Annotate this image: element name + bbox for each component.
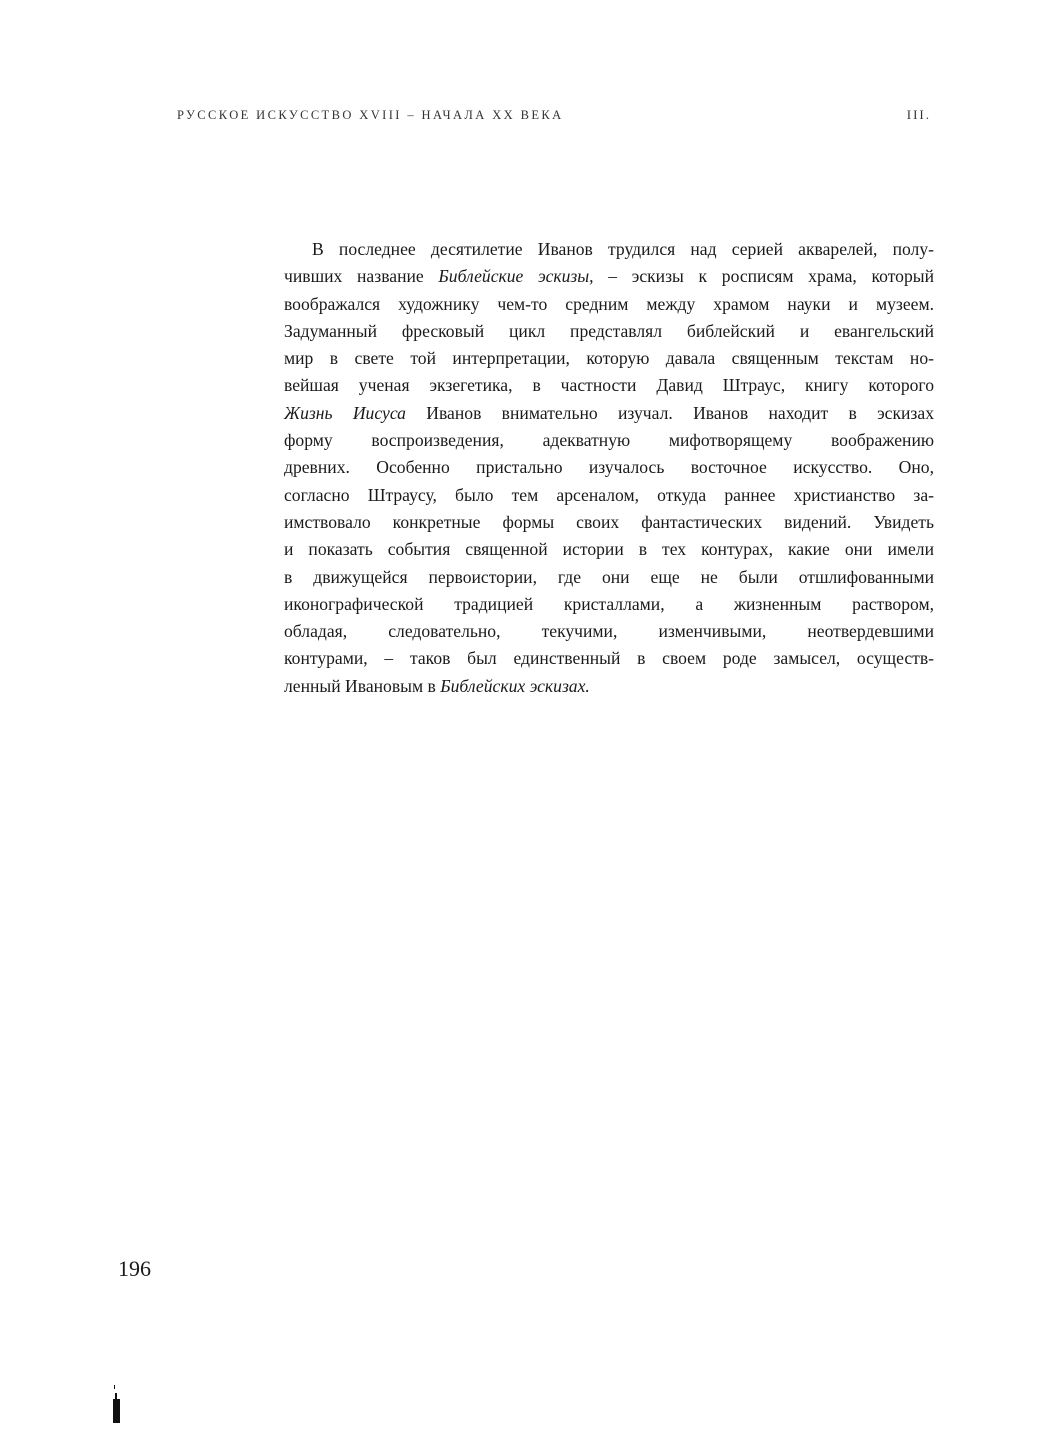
text-run: В последнее десятилетие Иванов трудился над серией акварелей, полу- — [312, 239, 934, 259]
text-line — [284, 591, 934, 618]
text-line — [284, 482, 934, 509]
text-run: Иванов внимательно изучал. Иванов находит в эскизах — [405, 402, 934, 423]
text-line — [284, 291, 934, 318]
text-run: обладая, следовательно, текучими, изменчивыми, неотвердевшими — [284, 621, 934, 642]
running-head-title: РУССКОЕ ИСКУССТВО XVIII – НАЧАЛА XX ВЕКА — [177, 108, 564, 122]
body-paragraph — [284, 236, 934, 700]
text-line — [284, 509, 934, 536]
text-line — [284, 618, 934, 645]
text-run: форму воспроизведения, адекватную мифотворящему воображению — [284, 430, 934, 451]
text-line — [284, 372, 934, 399]
text-run: – эскизы к росписям храма, который — [593, 266, 934, 287]
text-line — [284, 645, 934, 672]
text-line — [284, 345, 934, 372]
text-line — [284, 318, 934, 345]
text-line — [284, 673, 934, 700]
text-line — [284, 454, 934, 481]
text-run: и показать события священной истории в тех контурах, какие они имели — [284, 539, 934, 560]
text-run: вейшая ученая экзегетика, в частности Давид Штраус, книгу которого — [284, 375, 934, 396]
italic-title: Библейские эскизы, — [438, 266, 594, 287]
text-run: мир в свете той интерпретации, которую давала священным текстам но- — [284, 348, 934, 369]
text-line — [284, 536, 934, 563]
text-run: воображался художнику чем-то средним между храмом науки и музеем. — [284, 293, 934, 314]
text-run: имствовало конкретные формы своих фантастических видений. Увидеть — [284, 511, 934, 532]
text-run: иконографической традицией кристаллами, а жизненным раствором, — [284, 593, 934, 614]
text-run: Задуманный фресковый цикл представлял библейский и евангельский — [284, 320, 934, 341]
text-line — [284, 263, 934, 290]
text-run: согласно Штраусу, было тем арсеналом, откуда раннее христианство за- — [284, 484, 934, 505]
text-run: чивших название — [284, 266, 439, 287]
text-line — [284, 564, 934, 591]
section-number: III. — [906, 107, 931, 122]
text-run: ленный Ивановым в — [284, 675, 441, 696]
text-run: древних. Особенно пристально изучалось восточное искусство. Оно, — [284, 457, 934, 478]
text-line — [284, 236, 934, 263]
page-number: 196 — [118, 1256, 151, 1281]
scan-artifact-mark — [113, 1385, 121, 1423]
italic-title: Жизнь Иисуса — [284, 402, 406, 423]
text-run: в движущейся первоистории, где они еще не были отшлифованными — [284, 566, 934, 587]
text-run: контурами, – таков был единственный в своем роде замысел, осуществ- — [284, 648, 934, 669]
text-line — [284, 400, 934, 427]
text-line — [284, 427, 934, 454]
italic-title: Библейских эскизах. — [440, 675, 590, 696]
